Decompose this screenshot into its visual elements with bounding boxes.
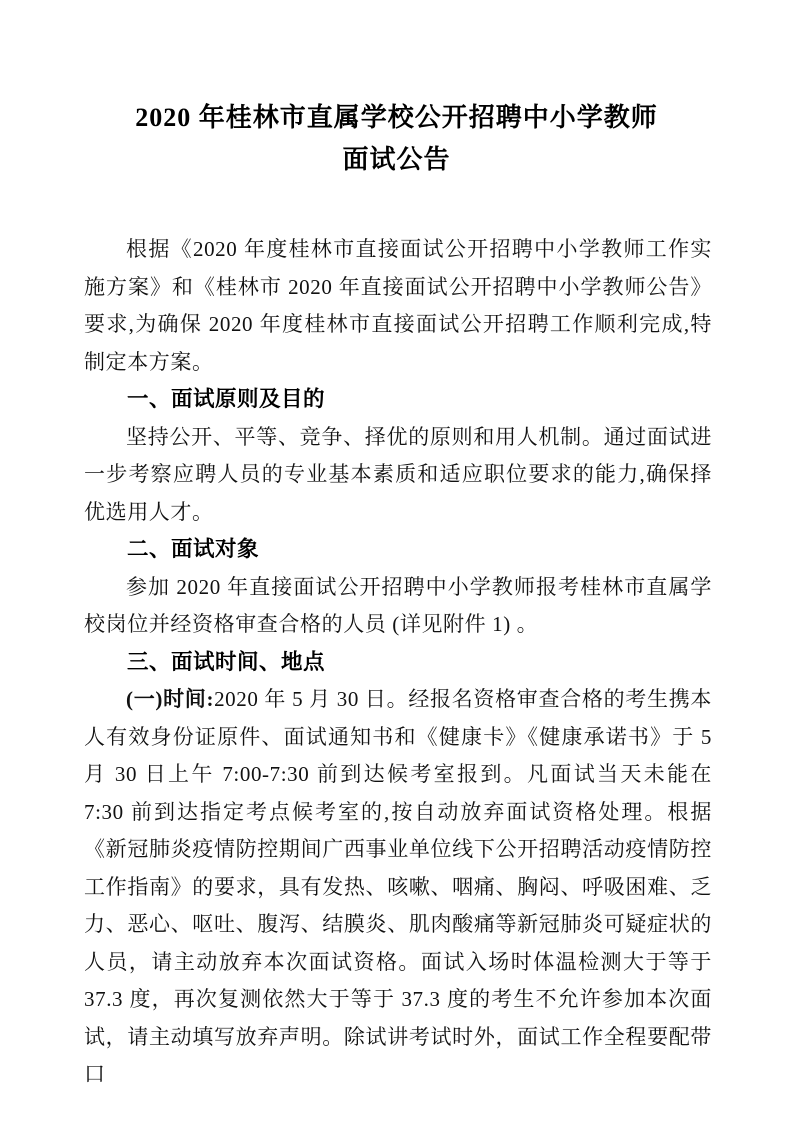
title-line-1: 2020 年桂林市直属学校公开招聘中小学教师 — [135, 103, 658, 132]
section-heading-time-location: 三、面试时间、地点 — [127, 649, 326, 674]
document-title — [60, 97, 733, 181]
candidates-paragraph: 参加 2020 年直接面试公开招聘中小学教师报考桂林市直属学校岗位并经资格审查合格的人员 (详见附件 1) 。 — [84, 574, 712, 636]
section-heading-candidates: 二、面试对象 — [127, 537, 260, 561]
time-label: (一)时间: — [126, 687, 215, 711]
intro-paragraph: 根据《2020 年度桂林市直接面试公开招聘中小学教师工作实施方案》和《桂林市 2020 年直接面试公开招聘中小学教师公告》要求,为确保 2020 年度桂林市直接面试公开招聘工作顺利完成,特制定本方案。 — [84, 237, 712, 374]
time-text: 2020 年 5 月 30 日。经报名资格审查合格的考生携本人有效身份证原件、面试通知书和《健康卡》《健康承诺书》于 5 月 30 日上午 7:00-7:30 前到达候考室报到。凡面试当天未能在 7:30 前到达指定考点候考室的,按自动放弃面试资格处理。根据《新冠肺炎疫情防控期间广西事业单位线下公开招聘活动疫情防控工作指南》的要求，具有发热、咳嗽、咽痛、胸闷、呼吸困难、乏力、恶心、呕吐、腹泻、结膜炎、肌肉酸痛等新冠肺炎可疑症状的人员，请主动放弃本次面试资格。面试入场时体温检测大于等于 37.3 度，再次复测依然大于等于 37.3 度的考生不允许参加本次面试，请主动填写放弃声明。除试讲考试时外，面试工作全程要配带口 — [84, 687, 712, 1086]
principles-paragraph: 坚持公开、平等、竞争、择优的原则和用人机制。通过面试进一步考察应聘人员的专业基本素质和适应职位要求的能力,确保择优选用人才。 — [84, 424, 712, 524]
title-line-2: 面试公告 — [342, 145, 451, 174]
document-body — [84, 231, 712, 1094]
time-paragraph — [84, 681, 712, 1094]
section-heading-principles: 一、面试原则及目的 — [127, 387, 326, 411]
